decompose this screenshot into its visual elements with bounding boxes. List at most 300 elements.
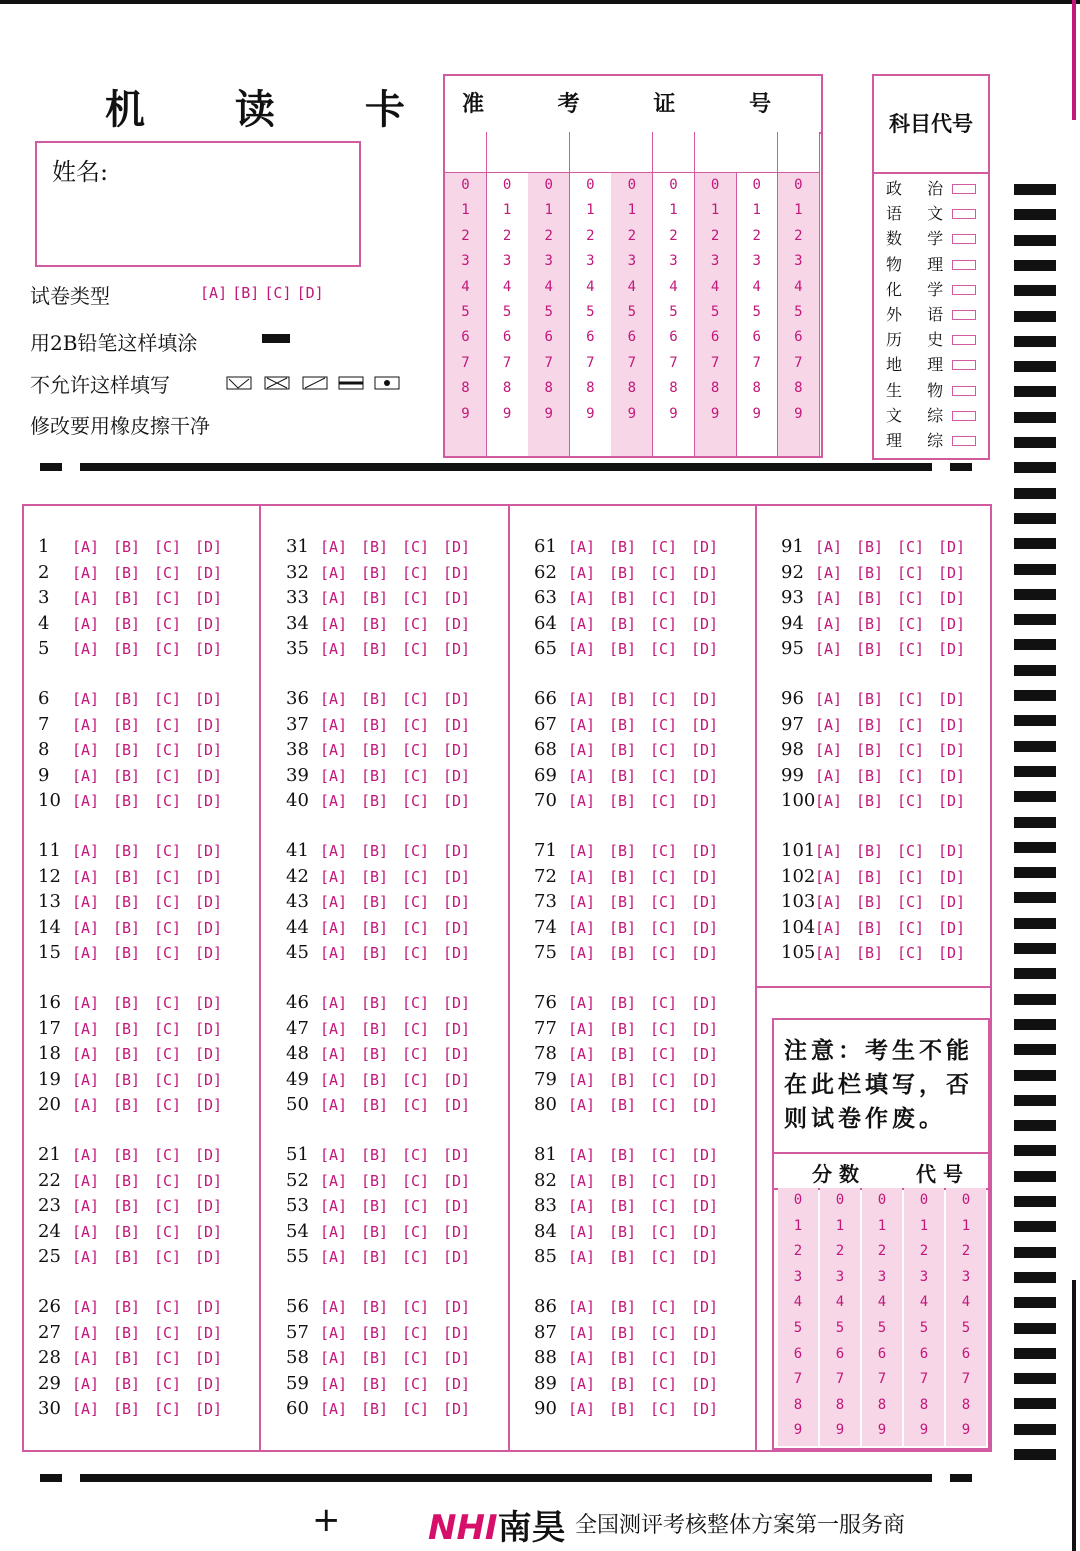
answer-bubble[interactable]: [C] [650,918,678,937]
answer-bubble[interactable]: [C] [897,715,925,734]
answer-bubble[interactable]: [D] [195,1400,223,1418]
admit-digit-bubble[interactable]: 4 [752,278,761,295]
answer-bubble[interactable]: [A] [320,1070,348,1089]
answer-bubble[interactable]: [D] [691,1019,719,1038]
answer-bubble[interactable]: [A] [815,893,843,911]
answer-bubble[interactable]: [A] [815,918,843,937]
answer-bubble[interactable]: [D] [195,1248,223,1266]
admit-digit-bubble[interactable]: 4 [544,278,553,295]
answer-bubble[interactable]: [A] [72,1374,100,1393]
answer-bubble[interactable]: [D] [443,1248,471,1266]
admit-write-cell[interactable] [778,132,819,173]
score-digit-bubble[interactable]: 8 [961,1396,971,1413]
answer-bubble[interactable]: [D] [195,918,223,937]
score-digit-bubble[interactable]: 5 [961,1319,971,1336]
answer-bubble[interactable]: [B] [361,1374,389,1393]
score-digit-bubble[interactable]: 3 [835,1268,845,1285]
answer-bubble[interactable]: [B] [113,1349,141,1367]
paper-type-a[interactable]: [A] [200,284,228,302]
score-digit-bubble[interactable]: 6 [919,1345,929,1362]
answer-bubble[interactable]: [C] [402,614,430,633]
answer-bubble[interactable]: [A] [320,1298,348,1316]
admit-digit-bubble[interactable]: 9 [502,405,512,422]
answer-bubble[interactable]: [A] [72,614,100,633]
answer-bubble[interactable]: [A] [815,690,843,708]
answer-bubble[interactable]: [B] [609,994,637,1012]
answer-bubble[interactable]: [D] [938,690,966,708]
score-digit-bubble[interactable]: 4 [835,1294,845,1311]
answer-bubble[interactable]: [A] [568,1146,596,1164]
answer-bubble[interactable]: [A] [320,1400,348,1418]
answer-bubble[interactable]: [D] [195,944,223,962]
answer-bubble[interactable]: [D] [195,1197,223,1215]
answer-bubble[interactable]: [D] [443,1146,471,1164]
answer-bubble[interactable]: [D] [443,1298,471,1316]
answer-bubble[interactable]: [C] [402,842,430,860]
admit-digit-bubble[interactable]: 4 [794,278,803,295]
answer-bubble[interactable]: [B] [361,589,389,607]
answer-bubble[interactable]: [A] [320,792,348,810]
score-digit-bubble[interactable]: 6 [877,1345,887,1362]
score-digit-bubble[interactable]: 1 [793,1217,803,1234]
answer-bubble[interactable]: [C] [402,1197,430,1215]
answer-bubble[interactable]: [D] [195,1298,223,1316]
answer-bubble[interactable]: [B] [361,994,389,1012]
answer-bubble[interactable]: [B] [609,741,637,759]
admit-write-cell[interactable] [487,132,528,173]
answer-bubble[interactable]: [A] [72,1400,100,1418]
answer-bubble[interactable]: [B] [113,867,141,886]
answer-bubble[interactable]: [A] [320,766,348,785]
answer-bubble[interactable]: [D] [691,614,719,633]
score-digit-bubble[interactable]: 0 [835,1192,845,1208]
answer-bubble[interactable]: [B] [609,538,637,556]
admit-digit-bubble[interactable]: 3 [710,253,720,270]
score-digit-bubble[interactable]: 8 [835,1396,845,1413]
score-digit-bubble[interactable]: 7 [793,1371,803,1388]
answer-bubble[interactable]: [D] [443,614,471,633]
answer-bubble[interactable]: [B] [609,1323,637,1342]
answer-bubble[interactable]: [C] [402,1070,430,1089]
answer-bubble[interactable]: [D] [195,1222,223,1241]
answer-bubble[interactable]: [C] [402,640,430,658]
answer-bubble[interactable]: [D] [443,867,471,886]
answer-bubble[interactable]: [D] [938,741,966,759]
answer-bubble[interactable]: [D] [443,1400,471,1418]
answer-bubble[interactable]: [D] [443,563,471,582]
admit-write-cell[interactable] [570,132,611,173]
answer-bubble[interactable]: [B] [856,792,884,810]
answer-bubble[interactable]: [A] [568,994,596,1012]
score-digit-bubble[interactable]: 1 [919,1217,929,1234]
answer-bubble[interactable]: [D] [443,944,471,962]
paper-type-b[interactable]: [B] [232,284,260,302]
answer-bubble[interactable]: [D] [443,640,471,658]
answer-bubble[interactable]: [A] [568,1349,596,1367]
score-digit-bubble[interactable]: 9 [835,1422,845,1439]
answer-bubble[interactable]: [C] [650,640,678,658]
answer-bubble[interactable]: [C] [650,1222,678,1241]
answer-bubble[interactable]: [D] [195,994,223,1012]
answer-bubble[interactable]: [C] [402,1323,430,1342]
answer-bubble[interactable]: [A] [72,1298,100,1316]
subject-bubble[interactable] [952,209,976,219]
score-digit-bubble[interactable]: 5 [877,1319,887,1336]
answer-bubble[interactable]: [C] [402,589,430,607]
answer-bubble[interactable]: [C] [154,715,182,734]
answer-bubble[interactable]: [D] [443,893,471,911]
answer-bubble[interactable]: [D] [691,1197,719,1215]
answer-bubble[interactable]: [C] [650,766,678,785]
answer-bubble[interactable]: [C] [154,867,182,886]
score-digit-bubble[interactable]: 6 [835,1345,845,1362]
answer-bubble[interactable]: [C] [402,994,430,1012]
answer-bubble[interactable]: [B] [113,690,141,708]
answer-bubble[interactable]: [D] [195,1045,223,1063]
answer-bubble[interactable]: [B] [609,918,637,937]
answer-bubble[interactable]: [C] [650,538,678,556]
subject-bubble[interactable] [952,285,976,295]
admit-digit-bubble[interactable]: 2 [794,227,803,244]
score-digit-bubble[interactable]: 5 [793,1319,803,1336]
answer-bubble[interactable]: [B] [361,944,389,962]
answer-bubble[interactable]: [D] [195,1323,223,1342]
answer-bubble[interactable]: [D] [691,1248,719,1266]
answer-bubble[interactable]: [B] [113,1197,141,1215]
answer-bubble[interactable]: [C] [402,944,430,962]
answer-bubble[interactable]: [C] [154,918,182,937]
answer-bubble[interactable]: [A] [568,690,596,708]
admit-digit-bubble[interactable]: 2 [461,227,470,244]
answer-bubble[interactable]: [A] [72,563,100,582]
admit-digit-bubble[interactable]: 5 [461,303,470,320]
answer-bubble[interactable]: [D] [443,1019,471,1038]
admit-digit-bubble[interactable]: 1 [627,202,637,219]
score-digit-bubble[interactable]: 9 [961,1422,971,1439]
score-digit-bubble[interactable]: 3 [793,1268,803,1285]
answer-bubble[interactable]: [D] [195,792,223,810]
answer-bubble[interactable]: [D] [938,766,966,785]
admit-digit-bubble[interactable]: 5 [502,303,512,320]
answer-bubble[interactable]: [B] [113,1374,141,1393]
answer-bubble[interactable]: [D] [691,1349,719,1367]
admit-digit-bubble[interactable]: 1 [794,202,803,219]
score-digit-bubble[interactable]: 0 [793,1192,803,1208]
admit-digit-bubble[interactable]: 3 [627,253,637,270]
answer-bubble[interactable]: [C] [402,690,430,708]
answer-bubble[interactable]: [D] [691,563,719,582]
answer-bubble[interactable]: [C] [897,741,925,759]
answer-bubble[interactable]: [C] [154,842,182,860]
answer-bubble[interactable]: [A] [320,1374,348,1393]
answer-bubble[interactable]: [B] [113,918,141,937]
answer-bubble[interactable]: [C] [402,1400,430,1418]
subject-bubble[interactable] [952,310,976,320]
answer-bubble[interactable]: [A] [815,715,843,734]
score-digit-bubble[interactable]: 3 [877,1268,887,1285]
answer-bubble[interactable]: [C] [650,1400,678,1418]
answer-bubble[interactable]: [A] [568,1045,596,1063]
answer-bubble[interactable]: [A] [815,563,843,582]
answer-bubble[interactable]: [B] [113,1298,141,1316]
answer-bubble[interactable]: [A] [568,640,596,658]
answer-bubble[interactable]: [A] [815,640,843,658]
answer-bubble[interactable]: [A] [72,741,100,759]
answer-bubble[interactable]: [D] [195,1374,223,1393]
answer-bubble[interactable]: [C] [897,944,925,962]
admit-digit-bubble[interactable]: 3 [794,253,803,270]
answer-bubble[interactable]: [D] [443,1171,471,1190]
answer-bubble[interactable]: [B] [609,766,637,785]
answer-bubble[interactable]: [B] [361,1045,389,1063]
answer-bubble[interactable]: [A] [568,1019,596,1038]
answer-bubble[interactable]: [C] [650,589,678,607]
answer-bubble[interactable]: [C] [897,918,925,937]
answer-bubble[interactable]: [D] [443,842,471,860]
answer-bubble[interactable]: [C] [154,1045,182,1063]
answer-bubble[interactable]: [A] [815,614,843,633]
answer-bubble[interactable]: [B] [856,589,884,607]
answer-bubble[interactable]: [B] [609,1146,637,1164]
answer-bubble[interactable]: [B] [609,1070,637,1089]
score-digit-bubble[interactable]: 0 [919,1192,929,1208]
admit-digit-bubble[interactable]: 0 [669,177,678,193]
answer-bubble[interactable]: [D] [195,741,223,759]
admit-digit-bubble[interactable]: 6 [710,329,720,346]
subject-bubble[interactable] [952,184,976,194]
answer-bubble[interactable]: [D] [691,918,719,937]
score-digit-bubble[interactable]: 2 [961,1243,971,1260]
admit-digit-bubble[interactable]: 9 [794,405,803,422]
answer-bubble[interactable]: [A] [568,1374,596,1393]
answer-bubble[interactable]: [A] [72,690,100,708]
answer-bubble[interactable]: [C] [650,1374,678,1393]
answer-bubble[interactable]: [A] [320,893,348,911]
admit-digit-bubble[interactable]: 7 [710,354,720,371]
answer-bubble[interactable]: [C] [154,563,182,582]
score-digit-bubble[interactable]: 6 [793,1345,803,1362]
admit-digit-bubble[interactable]: 3 [502,253,512,270]
admit-digit-bubble[interactable]: 4 [710,278,720,295]
admit-digit-bubble[interactable]: 2 [710,227,720,244]
answer-bubble[interactable]: [B] [113,589,141,607]
answer-bubble[interactable]: [D] [691,1096,719,1114]
admit-write-cell[interactable] [736,132,777,173]
answer-bubble[interactable]: [D] [691,944,719,962]
answer-bubble[interactable]: [A] [320,1171,348,1190]
answer-bubble[interactable]: [B] [856,842,884,860]
answer-bubble[interactable]: [A] [320,563,348,582]
answer-bubble[interactable]: [A] [72,1019,100,1038]
answer-bubble[interactable]: [D] [443,741,471,759]
admit-digit-bubble[interactable]: 9 [586,405,595,422]
admit-digit-bubble[interactable]: 0 [752,177,761,193]
admit-digit-bubble[interactable]: 4 [586,278,595,295]
answer-bubble[interactable]: [A] [72,1349,100,1367]
admit-digit-bubble[interactable]: 3 [586,253,595,270]
answer-bubble[interactable]: [D] [195,690,223,708]
answer-bubble[interactable]: [A] [568,1222,596,1241]
admit-write-cell[interactable] [528,132,569,173]
answer-bubble[interactable]: [D] [691,538,719,556]
answer-bubble[interactable]: [C] [154,614,182,633]
answer-bubble[interactable]: [B] [113,792,141,810]
answer-bubble[interactable]: [D] [443,792,471,810]
admit-digit-bubble[interactable]: 8 [502,380,512,397]
answer-bubble[interactable]: [A] [320,918,348,937]
answer-bubble[interactable]: [C] [154,1197,182,1215]
answer-bubble[interactable]: [D] [938,842,966,860]
answer-bubble[interactable]: [A] [568,1400,596,1418]
answer-bubble[interactable]: [D] [195,1146,223,1164]
admit-digit-bubble[interactable]: 0 [627,177,637,193]
answer-bubble[interactable]: [B] [113,1019,141,1038]
answer-bubble[interactable]: [B] [113,994,141,1012]
answer-bubble[interactable]: [D] [443,1070,471,1089]
answer-bubble[interactable]: [D] [443,690,471,708]
answer-bubble[interactable]: [D] [443,1096,471,1114]
admit-digit-bubble[interactable]: 0 [544,177,553,193]
answer-bubble[interactable]: [D] [195,715,223,734]
answer-bubble[interactable]: [B] [113,640,141,658]
answer-bubble[interactable]: [B] [856,640,884,658]
admit-digit-bubble[interactable]: 2 [627,227,637,244]
score-digit-bubble[interactable]: 5 [919,1319,929,1336]
admit-digit-bubble[interactable]: 4 [669,278,678,295]
admit-digit-bubble[interactable]: 6 [752,329,761,346]
answer-bubble[interactable]: [D] [938,893,966,911]
answer-bubble[interactable]: [A] [568,944,596,962]
admit-digit-bubble[interactable]: 2 [752,227,761,244]
answer-bubble[interactable]: [A] [72,1197,100,1215]
answer-bubble[interactable]: [A] [320,1349,348,1367]
answer-bubble[interactable]: [C] [897,792,925,810]
answer-bubble[interactable]: [A] [815,741,843,759]
answer-bubble[interactable]: [B] [361,1070,389,1089]
answer-bubble[interactable]: [C] [897,842,925,860]
admit-digit-bubble[interactable]: 7 [794,354,803,371]
answer-bubble[interactable]: [D] [195,1171,223,1190]
answer-bubble[interactable]: [D] [938,715,966,734]
admit-digit-bubble[interactable]: 7 [502,354,512,371]
answer-bubble[interactable]: [A] [72,715,100,734]
score-digit-bubble[interactable]: 7 [835,1371,845,1388]
score-digit-bubble[interactable]: 4 [877,1294,887,1311]
answer-bubble[interactable]: [C] [154,538,182,556]
admit-digit-bubble[interactable]: 6 [502,329,512,346]
answer-bubble[interactable]: [B] [609,1298,637,1316]
answer-bubble[interactable]: [D] [443,1323,471,1342]
answer-bubble[interactable]: [A] [568,1096,596,1114]
answer-bubble[interactable]: [B] [856,715,884,734]
answer-bubble[interactable]: [A] [568,792,596,810]
answer-bubble[interactable]: [A] [320,994,348,1012]
answer-bubble[interactable]: [C] [650,614,678,633]
score-digit-bubble[interactable]: 4 [793,1294,803,1311]
score-digit-bubble[interactable]: 9 [793,1422,803,1439]
answer-bubble[interactable]: [C] [650,1323,678,1342]
answer-bubble[interactable]: [A] [568,842,596,860]
answer-bubble[interactable]: [C] [402,893,430,911]
answer-bubble[interactable]: [B] [113,893,141,911]
answer-bubble[interactable]: [D] [938,792,966,810]
admit-digit-bubble[interactable]: 1 [669,202,678,219]
answer-bubble[interactable]: [D] [443,538,471,556]
answer-bubble[interactable]: [C] [897,589,925,607]
answer-bubble[interactable]: [A] [568,538,596,556]
subject-bubble[interactable] [952,234,976,244]
answer-bubble[interactable]: [B] [361,1146,389,1164]
answer-bubble[interactable]: [A] [320,1096,348,1114]
answer-bubble[interactable]: [A] [568,1070,596,1089]
answer-bubble[interactable]: [B] [361,893,389,911]
answer-bubble[interactable]: [A] [568,614,596,633]
admit-digit-bubble[interactable]: 6 [586,329,595,346]
answer-bubble[interactable]: [B] [361,563,389,582]
admit-digit-bubble[interactable]: 0 [586,177,595,193]
answer-bubble[interactable]: [C] [897,538,925,556]
answer-bubble[interactable]: [B] [609,1019,637,1038]
admit-digit-bubble[interactable]: 7 [544,354,553,371]
admit-digit-bubble[interactable]: 6 [461,329,470,346]
answer-bubble[interactable]: [C] [154,1019,182,1038]
answer-bubble[interactable]: [C] [154,640,182,658]
answer-bubble[interactable]: [B] [113,715,141,734]
answer-bubble[interactable]: [B] [609,842,637,860]
answer-bubble[interactable]: [C] [154,1096,182,1114]
answer-bubble[interactable]: [C] [402,766,430,785]
answer-bubble[interactable]: [D] [195,1070,223,1089]
answer-bubble[interactable]: [B] [361,1248,389,1266]
answer-bubble[interactable]: [C] [402,1248,430,1266]
answer-bubble[interactable]: [A] [320,741,348,759]
answer-bubble[interactable]: [B] [113,1323,141,1342]
answer-bubble[interactable]: [A] [568,1197,596,1215]
answer-bubble[interactable]: [A] [72,1146,100,1164]
answer-bubble[interactable]: [C] [402,563,430,582]
score-digit-bubble[interactable]: 6 [961,1345,971,1362]
answer-bubble[interactable]: [A] [568,867,596,886]
answer-bubble[interactable]: [A] [72,1323,100,1342]
answer-bubble[interactable]: [A] [320,640,348,658]
answer-bubble[interactable]: [B] [609,867,637,886]
answer-bubble[interactable]: [B] [361,1298,389,1316]
admit-digit-bubble[interactable]: 5 [794,303,803,320]
answer-bubble[interactable]: [A] [72,944,100,962]
score-digit-bubble[interactable]: 1 [877,1217,887,1234]
admit-digit-bubble[interactable]: 5 [710,303,720,320]
answer-bubble[interactable]: [D] [938,867,966,886]
answer-bubble[interactable]: [C] [402,741,430,759]
answer-bubble[interactable]: [A] [72,1171,100,1190]
answer-bubble[interactable]: [B] [609,1222,637,1241]
answer-bubble[interactable]: [C] [650,1045,678,1063]
score-digit-bubble[interactable]: 0 [877,1192,887,1208]
answer-bubble[interactable]: [D] [443,715,471,734]
admit-digit-bubble[interactable]: 5 [669,303,678,320]
admit-digit-bubble[interactable]: 5 [752,303,761,320]
admit-digit-bubble[interactable]: 1 [461,202,470,219]
answer-bubble[interactable]: [D] [691,640,719,658]
answer-bubble[interactable]: [B] [361,538,389,556]
answer-bubble[interactable]: [D] [691,589,719,607]
answer-bubble[interactable]: [D] [691,1070,719,1089]
admit-digit-bubble[interactable]: 3 [752,253,761,270]
answer-bubble[interactable]: [B] [609,1096,637,1114]
answer-bubble[interactable]: [A] [815,766,843,785]
answer-bubble[interactable]: [B] [609,893,637,911]
answer-bubble[interactable]: [B] [856,893,884,911]
